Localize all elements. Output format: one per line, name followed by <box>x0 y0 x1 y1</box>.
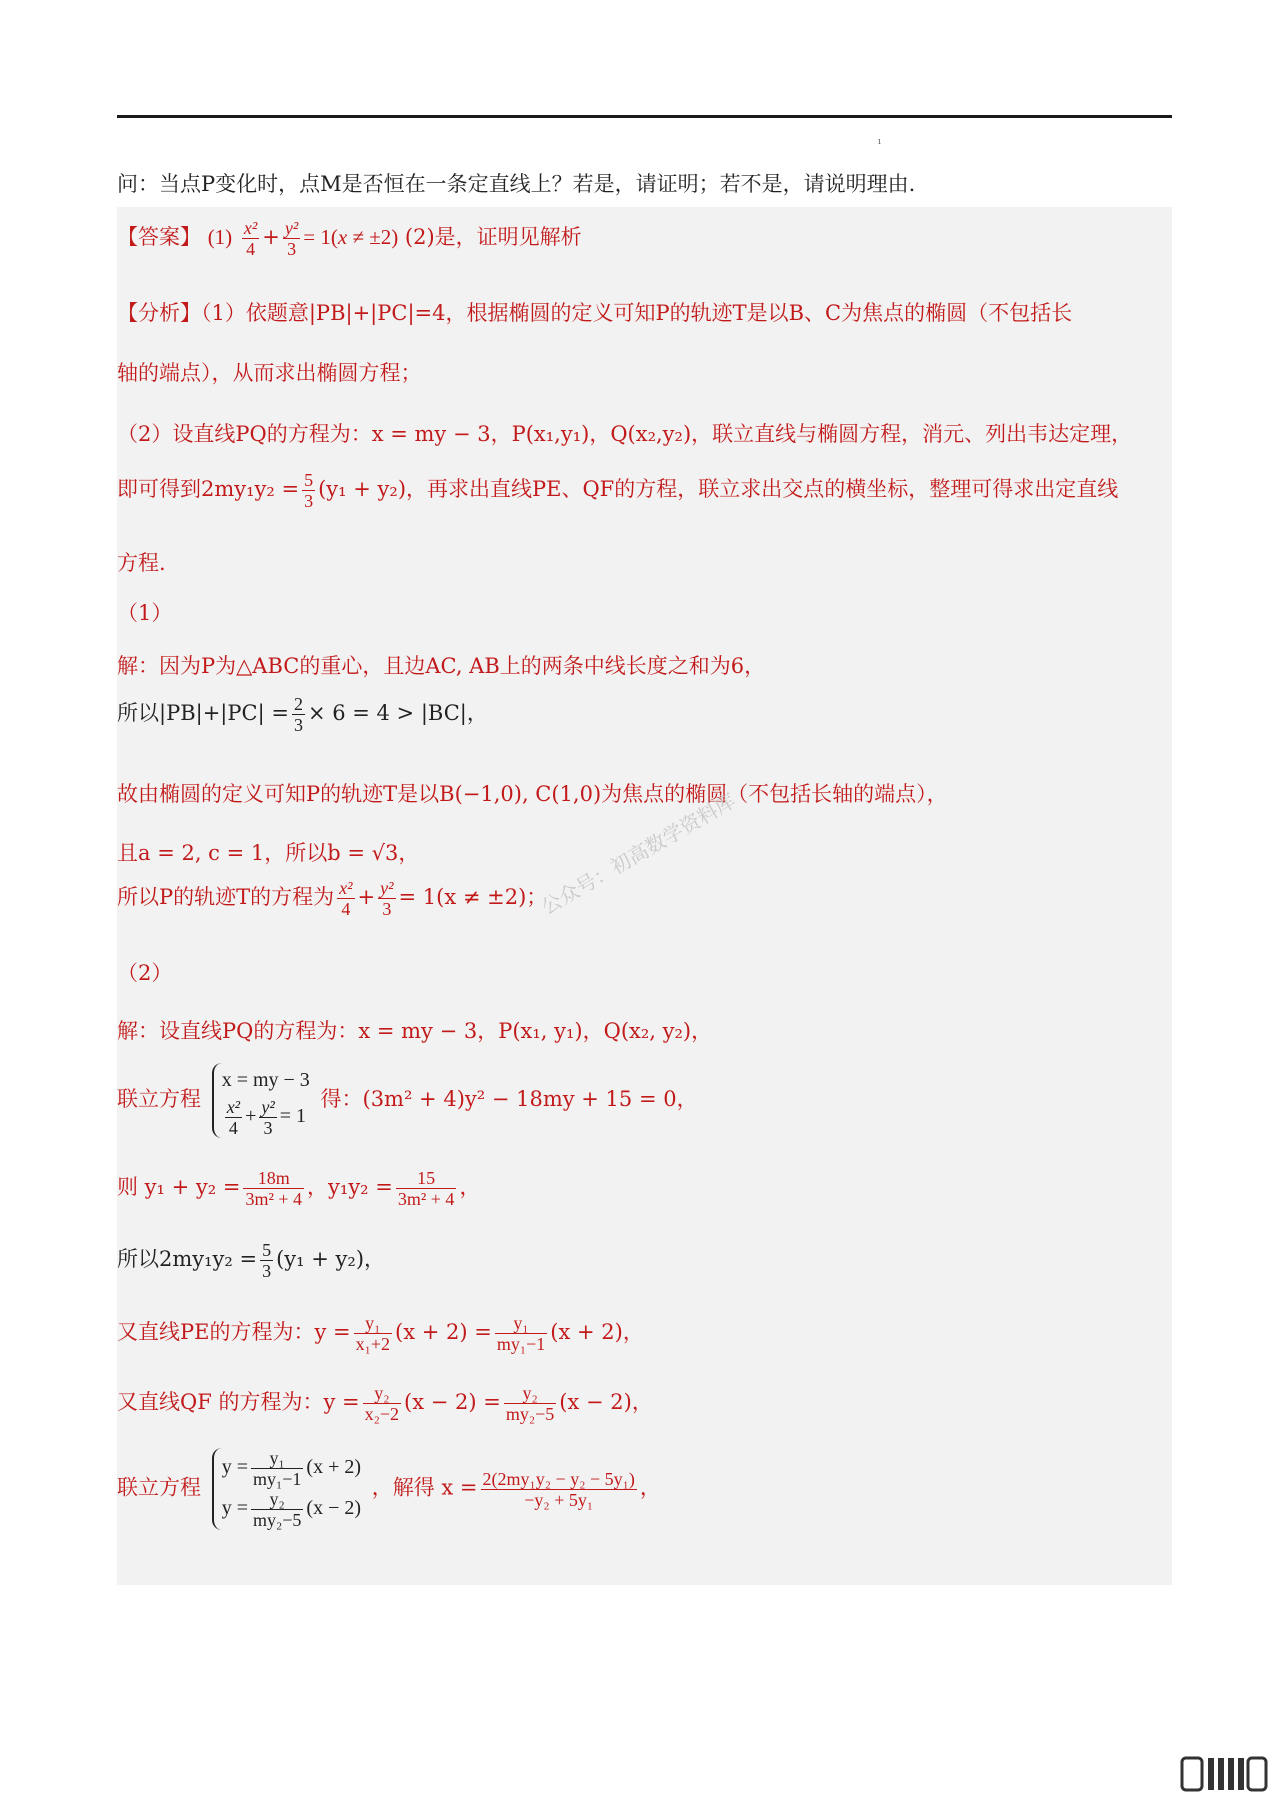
solution-line-t1: 解：设直线PQ的方程为：x = my − 3，P(x₁, y₁)，Q(x₂, y₂)， <box>117 1019 713 1043</box>
watermark-text: 公众号：初高数学资料库 <box>537 788 740 920</box>
solution-tag-1: （1） <box>117 601 173 625</box>
solution-line-t5: 又直线PE的方程为：y = $\frac{\text{y₁}}{\text{x₁+2}}$ (x + 2) = $\frac{\text{y₁}}{\text{my₁−1}}$ (x + 2)， <box>117 1313 644 1354</box>
solution-tag-2: （2） <box>117 961 173 985</box>
solution-line-s5: 所以P的轨迹T的方程为 $\frac{\text{x²}}{4}$ + $\frac{\text{y²}}{3}$ = 1(x ≠ ±2)； <box>117 878 548 919</box>
analysis-line-2: 轴的端点），从而求出椭圆方程； <box>117 361 422 385</box>
top-rule <box>117 115 1172 118</box>
solution-line-s3: 故由椭圆的定义可知P的轨迹T是以B(−1,0), C(1,0)为焦点的椭圆（不包括长轴的端点）， <box>117 782 948 806</box>
solution-line-s1: 解：因为P为△ABC的重心，且边AC, AB上的两条中线长度之和为6， <box>117 654 766 678</box>
solution-line-t3: 则 y₁ + y₂ = $\frac{18m}{\text{3m² + 4}}$ ，y₁y₂ = $\frac{15}{\text{3m² + 4}}$ ， <box>117 1168 481 1209</box>
solution-line-t2: 联立方程 x = my − 3 $\frac{\text{x²}}{4}$ + $\frac{\text{y²}}{3}$ = 1 得：(3m² + 4)y² − 18my + 15 = 0， <box>117 1063 698 1138</box>
solution-line-t6: 又直线QF 的方程为：y = $\frac{\text{y₂}}{\text{x₂−2}}$ (x − 2) = $\frac{\text{y₂}}{\text{my₂−5}}$ (x − 2)， <box>117 1383 653 1424</box>
equation-system-2: y = $\frac{\text{y₁}}{\text{my₁−1}}$ (x + 2) y = $\frac{\text{y₂}}{\text{my₂−5}}$ (x − 2) <box>212 1448 361 1530</box>
header-tick: ı <box>878 137 881 147</box>
answer-part1-tag: (1) <box>207 225 233 249</box>
analysis-label: 【分析】 <box>117 301 201 325</box>
analysis-line-4: 即可得到2my₁y₂ = $\frac{5}{3}$ (y₁ + y₂)，再求出直线PE、QF的方程，联立求出交点的横坐标，整理可得求出定直线 <box>117 470 1119 511</box>
toolbar-icon[interactable] <box>1180 1754 1270 1794</box>
answer-label: 【答案】 <box>117 225 201 249</box>
answer-line: 【答案】 (1) $\frac{\text{x²}}{4}$ + $\frac{\text{y²}}{3}$ = 1(x ≠ ±2) (2)是，证明见解析 <box>117 218 582 259</box>
solution-line-t7: 联立方程 y = $\frac{\text{y₁}}{\text{my₁−1}}$ (x + 2) y = $\frac{\text{y₂}}{\text{my₂−5}}$ (x − 2) ，解得 x = $\frac{\text{2(2my₁y₂ − y₂ − 5y₁)}}{\text{−y₂ + 5y₁}}$ ， <box>117 1448 661 1530</box>
frac-y2-3: $\frac{\text{y²}}{3}$ <box>284 218 299 259</box>
solution-line-s2: 所以|PB|+|PC| = $\frac{2}{3}$ × 6 = 4 > |BC|， <box>117 694 488 735</box>
solution-line-t4: 所以2my₁y₂ = $\frac{5}{3}$ (y₁ + y₂)， <box>117 1240 386 1281</box>
question-text: 问：当点P变化时，点M是否恒在一条定直线上？若是，请证明；若不是，请说明理由. <box>117 172 916 196</box>
solution-line-s4: 且a = 2, c = 1，所以b = √3， <box>117 841 420 865</box>
answer-part2: (2)是，证明见解析 <box>404 225 582 249</box>
analysis-line-1: 【分析】（1）依题意|PB|+|PC|=4，根据椭圆的定义可知P的轨迹T是以B、C为焦点的椭圆（不包括长 <box>117 301 1073 325</box>
frac-x2-4: $\frac{\text{x²}}{4}$ <box>243 218 258 259</box>
analysis-line-3: （2）设直线PQ的方程为：x = my − 3，P(x₁,y₁)，Q(x₂,y₂)，联立直线与椭圆方程，消元、列出韦达定理， <box>117 422 1133 446</box>
analysis-line-5: 方程. <box>117 551 166 575</box>
equation-system-1: x = my − 3 $\frac{\text{x²}}{4}$ + $\frac{\text{y²}}{3}$ = 1 <box>212 1063 310 1138</box>
